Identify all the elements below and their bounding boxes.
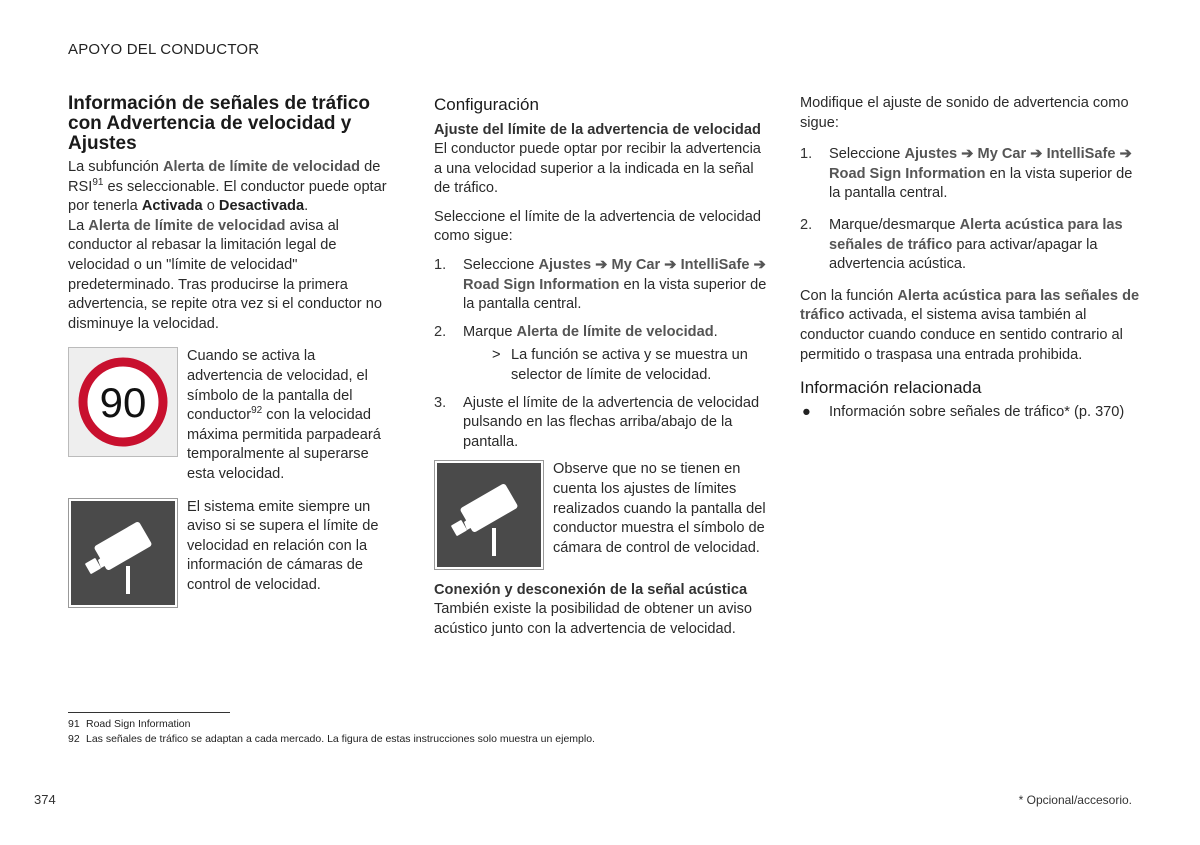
term-desactivada: Desactivada bbox=[218, 198, 305, 215]
term-activada: Activada bbox=[141, 198, 203, 215]
speed-camera-icon bbox=[68, 498, 178, 608]
acoustic-subheading: Conexión y desconexión de la señal acústica bbox=[434, 582, 748, 599]
term-speed-alert: Alerta de límite de velocidad bbox=[516, 323, 714, 340]
arrow-right-icon: ➔ bbox=[1030, 146, 1043, 163]
menu-intellisafe: IntelliSafe bbox=[1046, 146, 1116, 163]
optional-note: * Opcional/accesorio. bbox=[1018, 793, 1132, 807]
arrow-right-icon: ➔ bbox=[753, 256, 766, 273]
step-1: 1. Seleccione Ajustes ➔ My Car ➔ IntelliSafe ➔ Road Sign Information en la vista superior de la pantalla central. bbox=[800, 146, 1133, 202]
intro-paragraph: La subfunción Alerta de límite de velocidad de RSI$^{91}$ es seleccionable. El conductor puede optar por tenerla Activada o Desactivada. bbox=[68, 159, 387, 215]
term-acoustic-alert: Alerta acústica para las señales de tráfico bbox=[800, 287, 1140, 324]
select-limit-paragraph: Seleccione el límite de la advertencia de velocidad como sigue: bbox=[434, 208, 761, 245]
footnote-ref-92: 92 bbox=[251, 405, 263, 417]
menu-road-sign-information: Road Sign Information bbox=[463, 276, 620, 293]
step-3: 3. Ajuste el límite de la advertencia de velocidad pulsando en las flechas arriba/abajo de la pantalla. bbox=[434, 394, 760, 450]
bullet-icon: ● bbox=[802, 404, 811, 421]
limit-paragraph: El conductor puede optar por recibir la advertencia a una velocidad superior a la indicada en la señal de tráfico. bbox=[434, 141, 761, 197]
column-3 bbox=[800, 94, 1140, 423]
column-2 bbox=[434, 94, 769, 640]
arrow-right-icon: ➔ bbox=[664, 256, 677, 273]
arrow-right-icon: ➔ bbox=[961, 146, 974, 163]
limit-steps bbox=[434, 256, 769, 452]
section-heading: Información de señales de tráfico con Advertencia de velocidad y Ajustes bbox=[68, 93, 370, 154]
menu-ajustes: Ajustes bbox=[538, 256, 592, 273]
figure-caption-2: El sistema emite siempre un aviso si se supera el límite de velocidad en relación con la información de cámaras de control de velocidad. bbox=[187, 498, 379, 593]
alert-description: La Alerta de límite de velocidad avisa al conductor al rebasar la limitación legal de velocidad o un "límite de velocidad" predeterminado. Tras producirse la primera advertencia, se repite otra vez si el conductor no disminuye la velocidad. bbox=[68, 217, 382, 332]
footnote-91: 91 Road Sign Information bbox=[68, 718, 191, 730]
speed-camera-icon bbox=[434, 460, 544, 570]
acoustic-paragraph: También existe la posibilidad de obtener un aviso acústico junto con la advertencia de velocidad. bbox=[434, 601, 753, 637]
page-number: 374 bbox=[34, 792, 56, 807]
speed-limit-sign-figure bbox=[68, 347, 178, 457]
menu-my-car: My Car bbox=[611, 256, 661, 273]
camera-note: Observe que no se tienen en cuenta los ajustes de límites realizados cuando la pantalla del conductor muestra el símbolo de cámara de control de velocidad. bbox=[553, 461, 766, 556]
speed-camera-sign-figure bbox=[434, 460, 544, 570]
arrow-right-icon: ➔ bbox=[595, 256, 608, 273]
speed-camera-sign-figure bbox=[68, 498, 178, 608]
related-link[interactable]: ● Información sobre señales de tráfico* (p. 370) bbox=[800, 403, 1140, 423]
term-speed-alert: Alerta de límite de velocidad bbox=[88, 217, 286, 234]
menu-road-sign-information: Road Sign Information bbox=[829, 165, 986, 182]
menu-intellisafe: IntelliSafe bbox=[680, 256, 750, 273]
footnote-divider bbox=[68, 712, 230, 713]
figure-camera-sign-row bbox=[68, 498, 393, 608]
sound-intro: Modifique el ajuste de sonido de advertencia como sigue: bbox=[800, 95, 1129, 131]
step-2-result: > La función se activa y se muestra un selector de límite de velocidad. bbox=[492, 347, 748, 383]
figure-camera-note-row bbox=[434, 460, 769, 570]
figure-caption-1: Cuando se activa la advertencia de velocidad, el símbolo de la pantalla del conductor$^{92}$ con la velocidad máxima permitida parpadeará temporalmente al superarse esta velocidad. bbox=[187, 348, 381, 482]
sound-steps bbox=[800, 145, 1140, 275]
running-header: APOYO DEL CONDUCTOR bbox=[68, 41, 260, 58]
term-speed-alert: Alerta de límite de velocidad bbox=[162, 159, 361, 175]
arrow-right-icon: ➔ bbox=[1119, 146, 1132, 163]
figure-speed-sign-row bbox=[68, 347, 393, 484]
footnote-ref-91: 91 bbox=[92, 176, 104, 188]
menu-my-car: My Car bbox=[977, 146, 1027, 163]
footnote-92: 92 Las señales de tráfico se adaptan a cada mercado. La figura de estas instrucciones solo muestra un ejemplo. bbox=[68, 733, 595, 745]
config-heading: Configuración bbox=[434, 95, 539, 114]
speed-limit-value: 90 bbox=[99, 379, 147, 427]
step-2: 2. Marque/desmarque Alerta acústica para las señales de tráfico para activar/apagar la advertencia acústica. bbox=[800, 216, 1123, 273]
step-1: 1. Seleccione Ajustes ➔ My Car ➔ IntelliSafe ➔ Road Sign Information en la vista superior de la pantalla central. bbox=[434, 256, 767, 313]
menu-ajustes: Ajustes bbox=[904, 146, 958, 163]
term-acoustic-alert: Alerta acústica para las señales de tráfico bbox=[829, 216, 1123, 253]
step-2: 2. Marque Alerta de límite de velocidad. > La función se activa y se muestra un selector de límite de velocidad. bbox=[434, 323, 769, 386]
limit-subheading: Ajuste del límite de la advertencia de velocidad bbox=[434, 122, 761, 138]
column-1 bbox=[68, 94, 393, 608]
related-heading: Información relacionada bbox=[800, 378, 982, 398]
acoustic-function-paragraph: Con la función Alerta acústica para las señales de tráfico activada, el sistema avisa también al conductor cuando conduce en sentido contrario al permitido o traspasa una entrada prohibida. bbox=[800, 287, 1140, 363]
